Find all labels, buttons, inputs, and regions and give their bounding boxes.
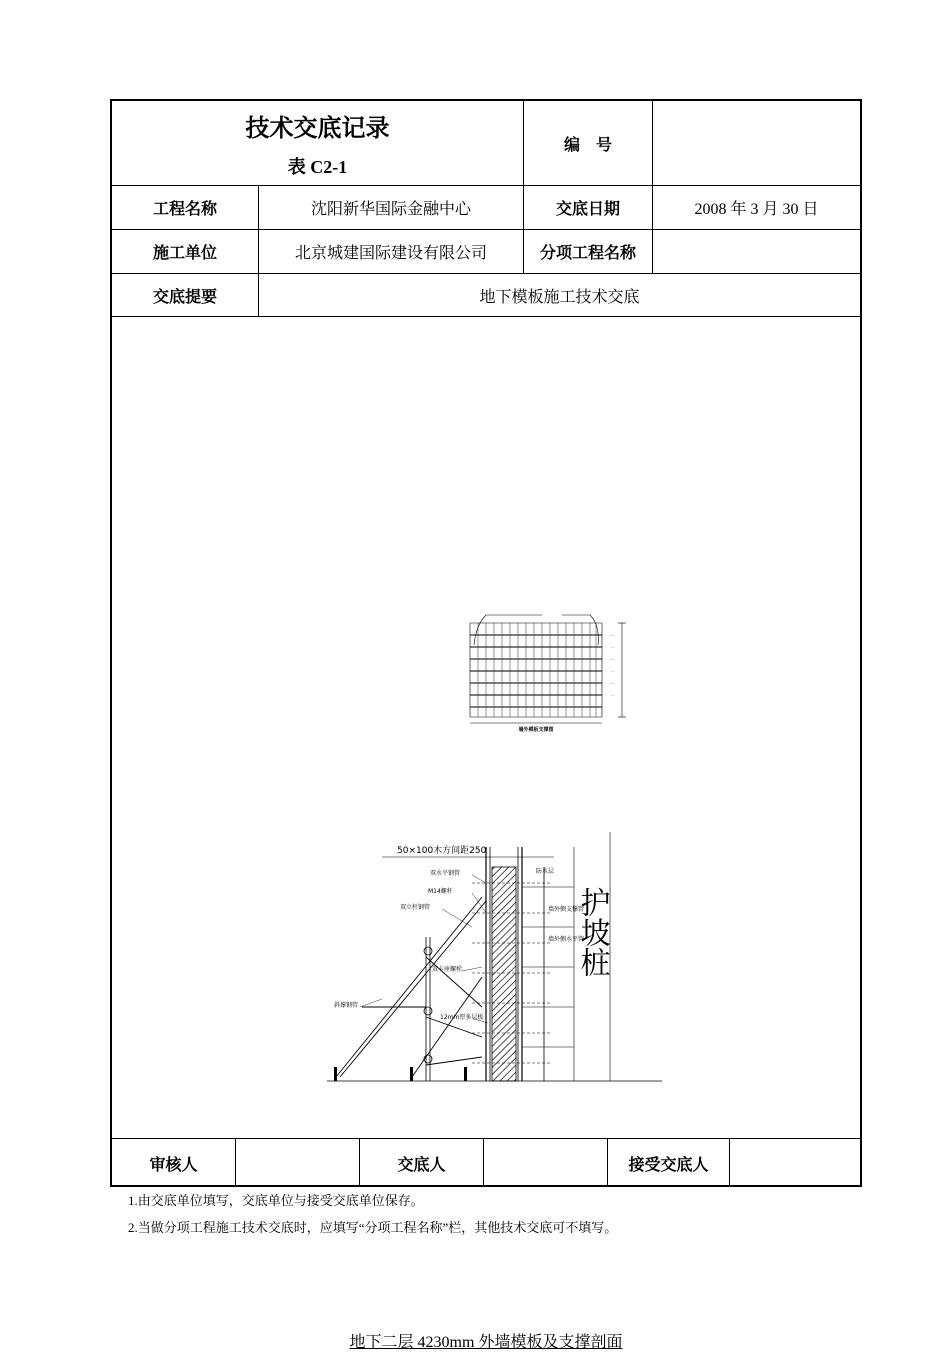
- svg-text:一: 一: [610, 669, 614, 674]
- discloser-field[interactable]: [484, 1139, 608, 1187]
- svg-text:一: 一: [610, 657, 614, 662]
- subproject-value[interactable]: [653, 230, 860, 273]
- date-label: 交底日期: [524, 186, 653, 229]
- contractor-value[interactable]: 北京城建国际建设有限公司: [259, 230, 524, 273]
- date-value[interactable]: 2008 年 3 月 30 日: [694, 201, 819, 218]
- label-horizontal-pipe: 双水平钢管: [430, 870, 461, 877]
- summary-value[interactable]: 地下模板施工技术交底: [479, 288, 640, 306]
- form-title: 技术交底记录: [245, 113, 390, 142]
- number-label: 编 号: [524, 101, 653, 185]
- label-tie-bolt: M14螺杆: [428, 888, 453, 895]
- subproject-label: 分项工程名称: [524, 230, 653, 273]
- project-value[interactable]: 沈阳新华国际金融中心: [259, 186, 524, 229]
- svg-text:一: 一: [610, 633, 614, 638]
- label-clamp-bolt: 双卡座螺栓: [432, 966, 463, 973]
- label-top-note: 50×100木方间距250: [397, 846, 487, 856]
- elevation-drawing-title: 墙外模板支撑图: [518, 727, 554, 733]
- summary-label: 交底提要: [112, 274, 259, 316]
- project-label: 工程名称: [112, 186, 259, 229]
- receiver-field[interactable]: [730, 1139, 860, 1187]
- label-outer-horizontal: 墙外侧水平管: [548, 936, 585, 943]
- discloser-label: 交底人: [360, 1139, 484, 1187]
- wall-formwork-section-drawing: [322, 827, 672, 1097]
- section-caption: 地下二层 4230mm 外墙模板及支撑剖面: [349, 1334, 623, 1351]
- label-plywood: 12mm厚多层板: [440, 1014, 484, 1021]
- svg-text:一: 一: [610, 693, 614, 698]
- signature-row: [112, 1139, 860, 1187]
- summary-row: [112, 274, 860, 317]
- label-brace-pipe: 斜撑钢管: [334, 1002, 359, 1009]
- title-cell: [112, 101, 524, 185]
- project-row: [112, 186, 860, 230]
- note-2: 2.当做分项工程施工技术交底时，应填写“分项工程名称”栏，其他技术交底可不填写。: [128, 1220, 618, 1235]
- svg-text:一: 一: [610, 681, 614, 686]
- retaining-pile-label: 护坡桩: [574, 887, 610, 977]
- note-1: 1.由交底单位填写，交底单位与接受交底单位保存。: [128, 1193, 424, 1208]
- label-waterproof: 防水层: [536, 868, 555, 875]
- label-outer-support: 墙外侧支撑管: [548, 906, 585, 913]
- number-field[interactable]: [653, 101, 860, 185]
- label-vertical-pipe: 双立杆钢管: [400, 904, 431, 911]
- reviewer-field[interactable]: [236, 1139, 360, 1187]
- header-row: [112, 101, 860, 186]
- formwork-elevation-drawing: [462, 605, 642, 745]
- form-code: 表 C2-1: [287, 156, 348, 177]
- contractor-row: [112, 230, 860, 274]
- svg-text:一: 一: [610, 645, 614, 650]
- reviewer-label: 审核人: [112, 1139, 236, 1187]
- receiver-label: 接受交底人: [608, 1139, 730, 1187]
- contractor-label: 施工单位: [112, 230, 259, 273]
